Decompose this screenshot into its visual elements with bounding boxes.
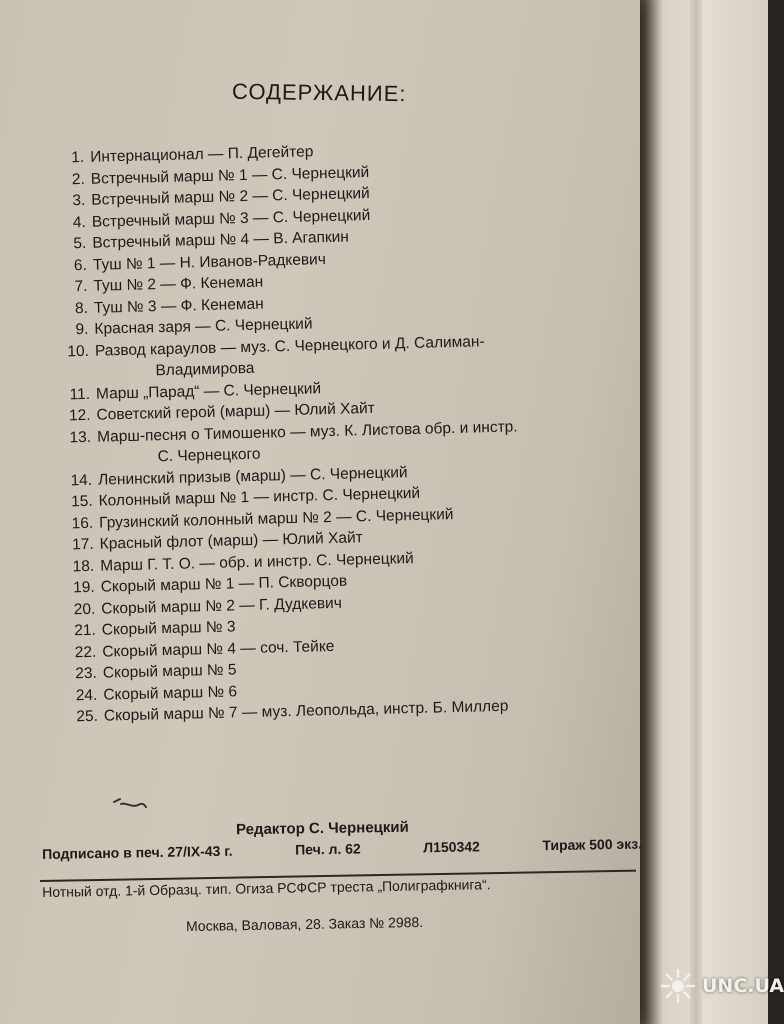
entry-number: 9. bbox=[75, 320, 89, 339]
printed-sheets: Печ. л. 62 bbox=[294, 840, 361, 858]
entry-title: Туш № 1 — Н. Иванов-Радкевич bbox=[92, 250, 327, 274]
entry-title: Красная заря — С. Чернецкий bbox=[94, 315, 313, 338]
entry-continuation: С. Чернецкого bbox=[157, 445, 261, 466]
entry-title: Красный флот (марш) — Юлий Хайт bbox=[99, 529, 363, 553]
entry-number: 25. bbox=[76, 707, 99, 726]
watermark-text: UNC.UA bbox=[702, 975, 784, 997]
entry-number: 15. bbox=[70, 492, 93, 511]
entry-number: 3. bbox=[72, 191, 86, 210]
entry-title: Туш № 3 — Ф. Кенеман bbox=[93, 295, 264, 317]
entry-title: Марш „Парад“ — С. Чернецкий bbox=[95, 379, 322, 403]
entry-number: 18. bbox=[72, 557, 95, 575]
entry-number: 11. bbox=[69, 385, 91, 403]
entry-number: 17. bbox=[71, 535, 94, 554]
sunburst-logo-icon bbox=[658, 966, 698, 1006]
entry-number: 1. bbox=[71, 148, 85, 167]
entry-title: Встречный марш № 1 — С. Чернецкий bbox=[90, 163, 370, 188]
entry-number: 7. bbox=[74, 277, 88, 296]
entry-number: 10. bbox=[67, 342, 90, 360]
contents-list bbox=[40, 134, 644, 729]
entry-number: 14. bbox=[70, 471, 93, 489]
page-crease bbox=[690, 0, 702, 1024]
pencil-mark-icon bbox=[112, 796, 148, 812]
entry-title: Встречный марш № 3 — С. Чернецкий bbox=[91, 206, 371, 231]
site-watermark bbox=[658, 966, 784, 1006]
entry-number: 2. bbox=[71, 170, 85, 188]
entry-number: 5. bbox=[73, 234, 87, 253]
print-run: Тираж 500 экз. bbox=[542, 835, 643, 854]
censor-code: Л150342 bbox=[423, 838, 480, 856]
entry-number: 16. bbox=[71, 514, 94, 532]
entry-number: 13. bbox=[69, 428, 92, 446]
signed-to-print-line bbox=[42, 836, 642, 862]
entry-title: Скорый марш № 7 — муз. Леопольда, инстр. Б. Миллер bbox=[103, 697, 509, 725]
entry-title: Скорый марш № 5 bbox=[102, 661, 237, 682]
entry-title: Встречный марш № 4 — В. Агапкин bbox=[92, 228, 350, 252]
entry-number: 20. bbox=[73, 600, 96, 618]
entry-title: Марш-песня о Тимошенко — муз. К. Листова обр. и инстр. bbox=[96, 417, 518, 446]
entry-title: Советский герой (марш) — Юлий Хайт bbox=[96, 399, 375, 424]
entry-title: Интернационал — П. Дегейтер bbox=[90, 143, 314, 166]
entry-number: 6. bbox=[73, 256, 88, 274]
entry-number: 21. bbox=[74, 621, 97, 640]
entry-title: Марш Г. Т. О. — обр. и инстр. С. Чернецкий bbox=[100, 549, 414, 575]
entry-number: 8. bbox=[74, 299, 89, 317]
entry-title: Колонный марш № 1 — инстр. С. Чернецкий bbox=[98, 484, 421, 510]
signed-date: Подписано в печ. 27/IX-43 г. bbox=[42, 842, 233, 862]
entry-title: Скорый марш № 1 — П. Скворцов bbox=[100, 572, 348, 596]
entry-title: Развод караулов — муз. С. Чернецкого и Д. Салиман- bbox=[94, 332, 485, 360]
entry-title: Ленинский призыв (марш) — С. Чернецкий bbox=[97, 463, 408, 489]
entry-continuation: Владимирова bbox=[155, 359, 255, 380]
entry-title: Скорый марш № 3 bbox=[101, 618, 236, 639]
entry-number: 23. bbox=[75, 664, 98, 683]
printer-address: Москва, Валовая, 28. Заказ № 2988. bbox=[185, 913, 424, 935]
entry-title: Скорый марш № 6 bbox=[103, 682, 238, 704]
entry-number: 4. bbox=[72, 213, 87, 231]
printer-imprint: Нотный отд. 1-й Образц. тип. Огиза РСФСР треста „Полиграфкнига“. bbox=[42, 876, 491, 900]
entry-number: 24. bbox=[75, 686, 98, 704]
entry-title: Встречный марш № 2 — С. Чернецкий bbox=[91, 184, 370, 209]
entry-title: Туш № 2 — Ф. Кенеман bbox=[93, 273, 264, 295]
entry-number: 19. bbox=[72, 578, 95, 597]
contents-title: СОДЕРЖАНИЕ: bbox=[231, 78, 407, 107]
entry-number: 22. bbox=[74, 643, 97, 661]
entry-title: Скорый марш № 2 — Г. Дудкевич bbox=[101, 594, 342, 618]
editor-line: Редактор С. Чернецкий bbox=[235, 818, 409, 839]
entry-title: Скорый марш № 4 — соч. Тейке bbox=[102, 637, 335, 661]
entry-number: 12. bbox=[68, 406, 91, 425]
entry-title: Грузинский колонный марш № 2 — С. Чернецкий bbox=[98, 505, 454, 532]
